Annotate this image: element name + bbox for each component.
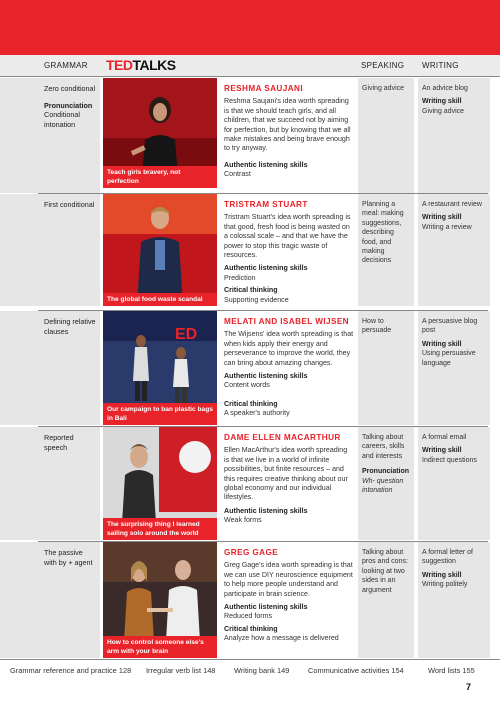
footer-word-lists: Word lists 155: [428, 666, 475, 675]
writing-topic: A formal email: [422, 434, 467, 441]
skill-text: Content words: [224, 381, 270, 390]
writing-topic: A restaurant review: [422, 201, 482, 208]
skill-title: Critical thinking: [224, 399, 278, 408]
writing-topic: An advice blog: [422, 85, 468, 92]
grammar-cell: [0, 194, 100, 306]
writing-skill-title: Writing skill: [422, 98, 462, 106]
unit-row: [0, 542, 500, 658]
writing-cell: [418, 427, 490, 540]
speaking-sub-title: Pronunciation: [362, 468, 410, 476]
footer-communicative-activities: Communicative activities 154: [308, 666, 404, 675]
writing-cell: [418, 542, 490, 658]
skill-title: Authentic listening skills: [224, 160, 308, 169]
talk-caption: Teach girls bravery, not perfection: [103, 166, 217, 188]
writing-skill-text: Giving advice: [422, 107, 465, 115]
unit-row: [0, 427, 500, 540]
talk-info: [224, 427, 354, 526]
skill-title: Authentic listening skills: [224, 603, 308, 612]
talk-caption: How to control someone else's arm with your brain: [103, 636, 217, 658]
skill-text: A speaker's authority: [224, 409, 290, 418]
unit-row: [0, 78, 500, 193]
grammar-topic: Zero conditional: [44, 84, 96, 93]
table-header: [0, 55, 500, 77]
footer-writing-bank: Writing bank 149: [234, 666, 290, 675]
skill-text: Prediction: [224, 273, 256, 282]
writing-skill-title: Writing skill: [422, 340, 462, 348]
writing-cell: [418, 311, 490, 425]
talk-info: [224, 311, 354, 419]
speaker-name: DAME ELLEN MACARTHUR: [224, 433, 341, 442]
skill-title: Authentic listening skills: [224, 264, 308, 273]
speaking-cell: [358, 194, 414, 306]
speaker-name: RESHMA SAUJANI: [224, 84, 303, 93]
talk-description: Ellen MacArthur's idea worth spreading is that we live in a world of infinite possibilities, but finite resources – and this requires creative thinking about our global economy and our individual lifestyles.: [224, 446, 348, 502]
skill-title: Authentic listening skills: [224, 372, 308, 381]
footer-grammar-reference: Grammar reference and practice 128: [10, 666, 132, 675]
writing-skill-title: Writing skill: [422, 214, 462, 222]
skill-text: Supporting evidence: [224, 295, 289, 304]
writing-cell: [418, 194, 490, 306]
speaking-topic: Giving advice: [362, 85, 405, 92]
writing-skill-text: Using persuasive language: [422, 350, 476, 367]
header-speaking: SPEAKING: [361, 61, 405, 70]
talk-description: Tristram Stuart's idea worth spreading is that good, fresh food is being wasted on a colossal scale – and that we have the power to stop this tragic waste of resources.: [224, 213, 351, 260]
talk-photo: [103, 427, 217, 540]
talk-info: [224, 78, 354, 180]
skill-text: Weak forms: [224, 516, 262, 525]
skill-text: Contrast: [224, 170, 251, 179]
talk-photo: [103, 194, 217, 306]
speaking-cell: [358, 311, 414, 425]
speaking-topic: Talking about pros and cons: looking at two sides in an argument: [362, 549, 408, 594]
speaker-photo-image: [103, 194, 217, 306]
talk-info: [224, 194, 354, 305]
page-number: 7: [466, 682, 472, 692]
footer-irregular-verbs: Irregular verb list 148: [146, 666, 216, 675]
grammar-cell: [0, 78, 100, 193]
writing-cell: [418, 78, 490, 193]
writing-topic: A persuasive blog post: [422, 318, 478, 335]
speaking-cell: [358, 427, 414, 540]
grammar-cell: [0, 427, 100, 540]
speaker-name: TRISTRAM STUART: [224, 200, 308, 209]
writing-skill-title: Writing skill: [422, 447, 462, 455]
grammar-sub-text: Conditional intonation: [44, 110, 80, 129]
grammar-topic: Reported speech: [44, 433, 74, 452]
grammar-topic: The passive with by + agent: [44, 548, 93, 567]
skill-text: Reduced forms: [224, 612, 273, 621]
writing-skill-text: Writing politely: [422, 581, 468, 589]
talk-description: Greg Gage's idea worth spreading is that we can use DIY neuroscience equipment to help more people understand and participate in brain science.: [224, 561, 353, 598]
talk-caption: Our campaign to ban plastic bags in Bali: [103, 403, 217, 425]
footer-links: [0, 664, 500, 678]
top-red-band: [0, 0, 500, 55]
svg-text:ED: ED: [175, 326, 198, 343]
grammar-cell: [0, 311, 100, 425]
speaker-name: GREG GAGE: [224, 548, 279, 557]
writing-skill-title: Writing skill: [422, 571, 462, 579]
writing-skill-text: Indirect questions: [422, 456, 477, 464]
grammar-sub-title: Pronunciation: [44, 100, 93, 110]
writing-skill-text: Writing a review: [422, 223, 472, 231]
talk-photo: [103, 542, 217, 658]
talk-info: [224, 542, 354, 644]
speaking-topic: Talking about careers, skills and interests: [362, 434, 405, 460]
speaking-sub-text: Wh- question intonation: [362, 477, 404, 495]
talk-photo: [103, 311, 217, 425]
skill-title: Critical thinking: [224, 624, 278, 633]
unit-row: [0, 311, 500, 425]
talk-photo: [103, 78, 217, 188]
speaking-topic: How to persuade: [362, 318, 392, 335]
skill-text: Analyze how a message is delivered: [224, 634, 339, 643]
talk-caption: The global food waste scandal: [103, 293, 217, 306]
talk-description: The Wijsens' idea worth spreading is that when kids apply their energy and perseverance to improve the world, they can bring about amazing changes.: [224, 330, 354, 367]
talk-description: Reshma Saujani's idea worth spreading is that we should teach girls, and all children, that we succeed not by aiming for perfection, but by knowing that we all make mistakes and being brave enough to try anyway.: [224, 97, 351, 153]
header-writing: WRITING: [422, 61, 459, 70]
ted-talks-logo: TEDTALKS: [106, 57, 176, 73]
speaking-cell: [358, 542, 414, 658]
speaker-name: MELATI AND ISABEL WIJSEN: [224, 317, 349, 326]
speaking-topic: Planning a meal: making suggestions, describing food, and making decisions: [362, 201, 404, 265]
grammar-cell: [0, 542, 100, 658]
writing-topic: A formal letter of suggestion: [422, 549, 473, 566]
talk-caption: The surprising thing I learned sailing solo around the world: [103, 518, 217, 540]
grammar-topic: First conditional: [44, 200, 95, 209]
header-grammar: GRAMMAR: [44, 61, 88, 70]
skill-title: Critical thinking: [224, 286, 278, 295]
skill-title: Authentic listening skills: [224, 506, 308, 515]
grammar-topic: Defining relative clauses: [44, 317, 96, 336]
table-bottom-rule: [0, 659, 500, 660]
unit-row: [0, 194, 500, 306]
speaking-cell: [358, 78, 414, 193]
